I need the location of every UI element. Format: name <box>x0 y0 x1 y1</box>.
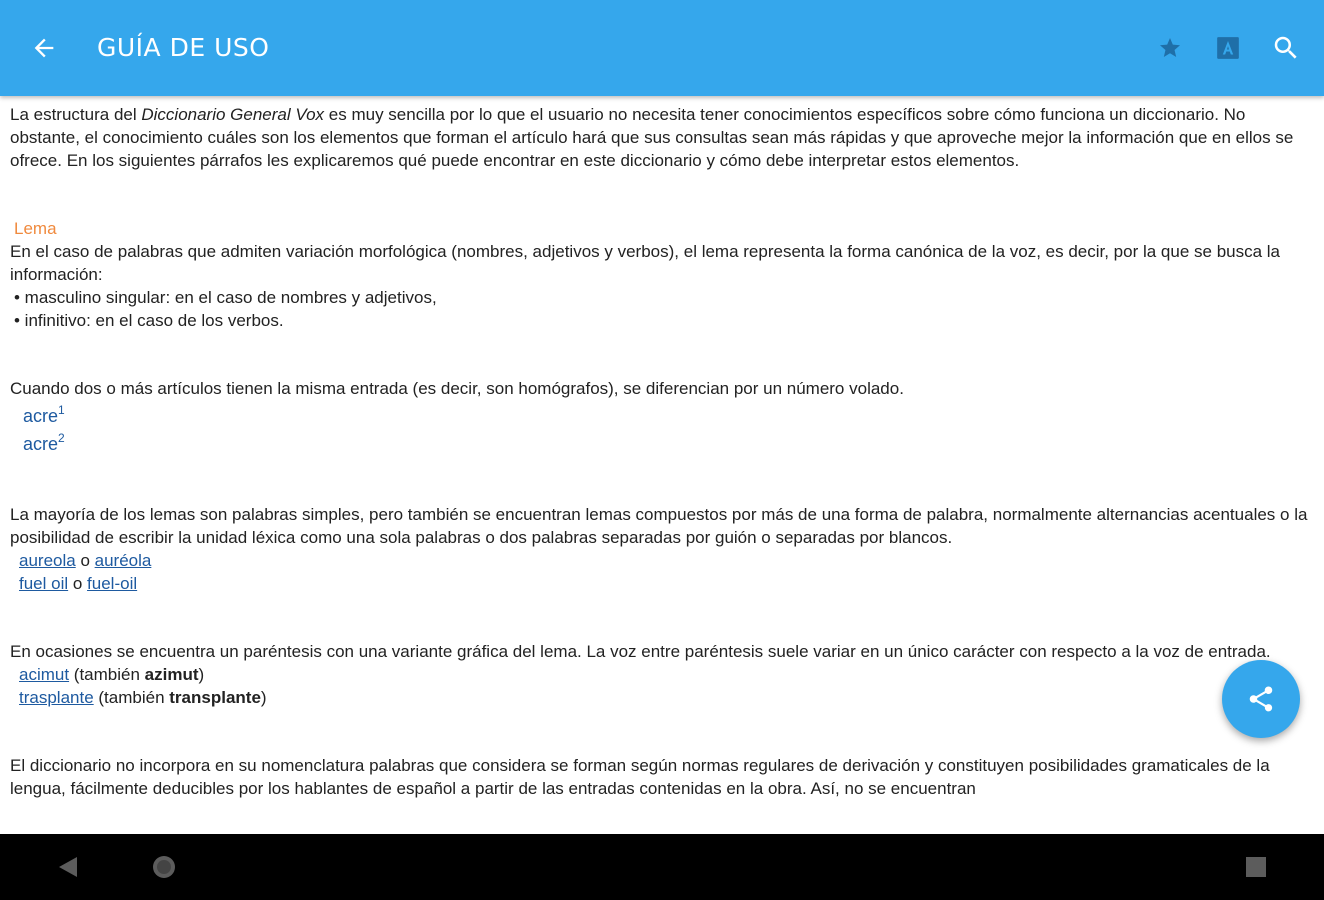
lemma-example[interactable]: acre$^1$ <box>23 403 65 426</box>
lemma-link[interactable]: trasplante <box>19 688 94 707</box>
nav-home-button[interactable] <box>144 847 184 887</box>
variante-paragraph: En ocasiones se encuentra un paréntesis con una variante gráfica del lema. La voz entre paréntesis suele variar en un único carácter con respecto a la voz de entrada. <box>10 642 1271 661</box>
compuestos-paragraph: La mayoría de los lemas son palabras simples, pero también se encuentran lemas compuestos por más de una forma de palabra, normalmente alternancias acentuales o la posibilidad de escribir la unidad léxica como una sola palabras o dos palabras separadas por guión o separadas por blancos. <box>10 505 1308 547</box>
share-button[interactable] <box>1222 660 1300 738</box>
variant-example: trasplante (también transplante) <box>19 688 267 707</box>
star-icon <box>1158 36 1182 60</box>
nav-recents-icon <box>1245 856 1267 878</box>
dictionary-title: Diccionario General Vox <box>141 105 325 124</box>
page-title: GUÍA DE USO <box>97 33 270 62</box>
back-button[interactable] <box>22 26 66 70</box>
nav-home-icon <box>151 854 177 880</box>
section-heading-lema: Lema <box>14 219 57 238</box>
homografos-paragraph: Cuando dos o más artículos tienen la misma entrada (es decir, son homógrafos), se diferencian por un número volado. <box>10 379 904 398</box>
compound-example: fuel oil o fuel-oil <box>19 574 138 593</box>
lemma-link[interactable]: fuel oil <box>19 574 69 593</box>
intro-paragraph: La estructura del Diccionario General Vox es muy sencilla por lo que el usuario no necesita tener conocimientos específicos sobre cómo funciona un diccionario. No obstante, el conocimiento cuáles son los elementos que forman el artículo hará que sus consultas sean más rápidas y que aproveche mejor la información que en ellos se ofrece. En los siguientes párrafos les explicaremos qué puede encontrar en este diccionario y cómo debe interpretar estos elementos. <box>10 105 1294 170</box>
lemma-link[interactable]: auréola <box>94 551 152 570</box>
arrow-back-icon <box>30 34 58 62</box>
nav-back-button[interactable] <box>48 847 88 887</box>
bullet-item: • infinitivo: en el caso de los verbos. <box>14 311 284 330</box>
search-icon <box>1271 33 1301 63</box>
system-nav-bar <box>0 834 1324 900</box>
compound-example: aureola o auréola <box>19 551 152 570</box>
lemma-link[interactable]: acimut <box>19 665 70 684</box>
guide-content <box>10 96 1314 834</box>
text-format-button[interactable] <box>1206 26 1250 70</box>
lemma-link[interactable]: aureola <box>19 551 76 570</box>
text-format-icon <box>1215 35 1241 61</box>
search-button[interactable] <box>1264 26 1308 70</box>
lemma-example[interactable]: acre$^2$ <box>23 431 65 454</box>
app-bar <box>0 0 1324 96</box>
lemma-link[interactable]: fuel-oil <box>87 574 138 593</box>
nomenclatura-paragraph: El diccionario no incorpora en su nomenclatura palabras que considera se forman según normas regulares de derivación y constituyen posibilidades gramaticales de la lengua, fácilmente deducibles por los hablantes de español a partir de las entradas contenidas en la obra. Así, no se encuentran <box>10 756 1270 798</box>
bullet-item: • masculino singular: en el caso de nombres y adjetivos, <box>14 288 437 307</box>
share-icon <box>1246 684 1276 714</box>
variant-example: acimut (también azimut) <box>19 665 205 684</box>
nav-recents-button[interactable] <box>1236 847 1276 887</box>
nav-back-icon <box>57 855 79 879</box>
lema-paragraph: En el caso de palabras que admiten variación morfológica (nombres, adjetivos y verbos), el lema representa la forma canónica de la voz, es decir, por la que se busca la información: <box>10 242 1281 284</box>
favorite-button[interactable] <box>1148 26 1192 70</box>
